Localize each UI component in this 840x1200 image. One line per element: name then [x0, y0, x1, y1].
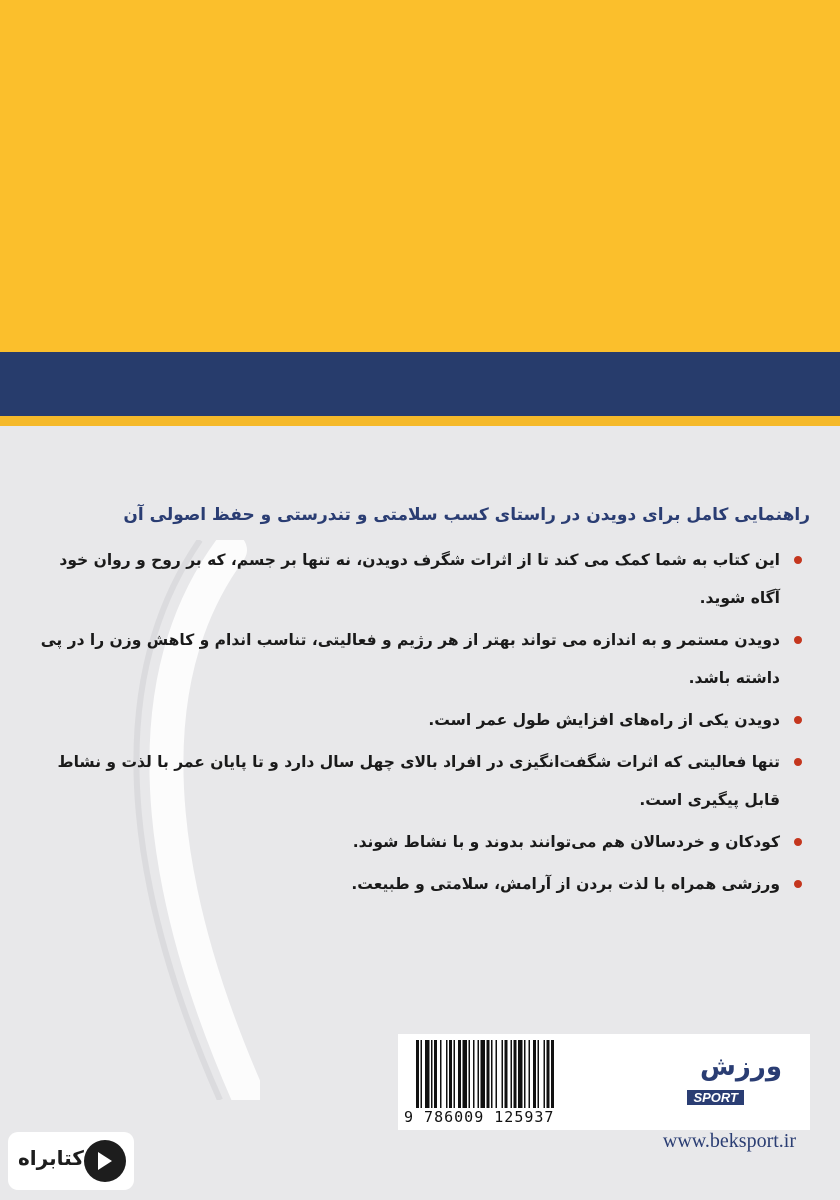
list-item-text: دویدن مستمر و به اندازه می تواند بهتر از هر رژیم و فعالیتی، تناسب اندام و کاهش وزن را در پی داشته باشد. — [40, 631, 780, 687]
bullet-dot — [794, 758, 802, 766]
bullet-dot — [794, 838, 802, 846]
list-item — [30, 865, 810, 903]
list-item-text: کودکان و خردسالان هم می‌توانند بدوند و با نشاط شوند. — [352, 833, 780, 851]
navy-band — [0, 352, 840, 416]
list-item — [30, 621, 810, 697]
ketabrah-logo-icon — [84, 1140, 126, 1182]
list-item — [30, 823, 810, 861]
blurb-title: راهنمایی کامل برای دویدن در راستای کسب سلامتی و تندرستی و حفظ اصولی آن — [123, 505, 810, 525]
top-yellow-band — [0, 0, 840, 352]
bullet-dot — [794, 880, 802, 888]
list-item — [30, 743, 810, 819]
list-item-text: این کتاب به شما کمک می کند تا از اثرات شگرف دویدن، نه تنها بر جسم، که بر روح و روان خود آگاه شوید. — [59, 551, 780, 607]
publisher-logo-english: SPORT — [687, 1090, 744, 1105]
barcode-image — [412, 1040, 612, 1108]
publisher-website[interactable]: www.beksport.ir — [662, 1130, 796, 1152]
list-item-text: تنها فعالیتی که اثرات شگفت‌انگیزی در افراد بالای چهل سال دارد و تا پایان عمر با لذت و نشاط قابل پیگیری است. — [57, 753, 780, 809]
back-cover-text — [30, 505, 810, 907]
publisher-logo — [652, 1052, 782, 1112]
thin-yellow-stripe — [0, 416, 840, 426]
list-item — [30, 701, 810, 739]
barcode-panel — [398, 1034, 810, 1130]
list-item — [30, 541, 810, 617]
list-item-text: ورزشی همراه با لذت بردن از آرامش، سلامتی و طبیعت. — [351, 875, 780, 893]
bullet-dot — [794, 556, 802, 564]
feature-list — [30, 541, 810, 903]
publisher-logo-persian: ورزش — [700, 1052, 782, 1082]
isbn-number: 9 786009 125937 — [404, 1108, 555, 1126]
bullet-dot — [794, 636, 802, 644]
ketabrah-label: کتابراه — [18, 1146, 84, 1170]
list-item-text: دویدن یکی از راه‌های افزایش طول عمر است. — [428, 711, 780, 729]
ketabrah-watermark — [8, 1132, 134, 1190]
bullet-dot — [794, 716, 802, 724]
